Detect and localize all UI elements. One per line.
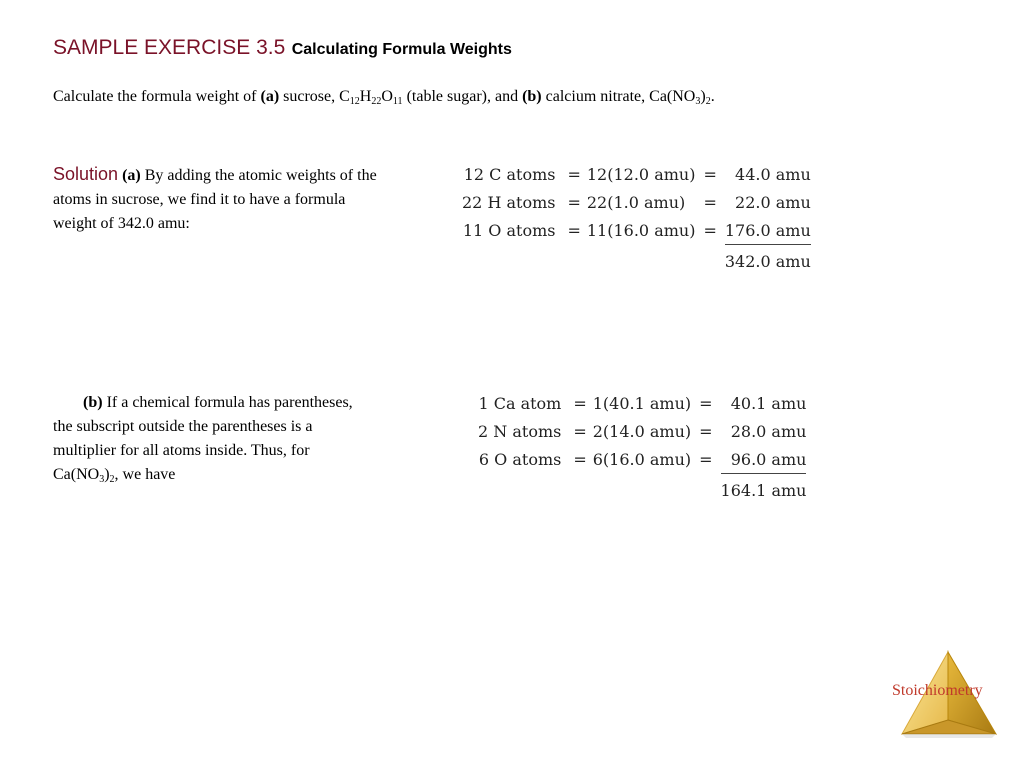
logo-label: Stoichiometry [892,682,983,699]
calcium-nitrate-total: 164.1 amu [720,480,807,500]
calc-row: 6 O atoms = 6(16.0 amu) = 96.0 amu [478,445,806,474]
calc-row: 22 H atoms = 22(1.0 amu) = 22.0 amu [462,192,811,212]
solution-a-paragraph: Solution (a) By adding the atomic weights of the atoms in sucrose, we find it to have a formula weight of 342.0 amu: [53,164,377,232]
calc-row: 12 C atoms = 12(12.0 amu) = 44.0 amu [463,164,811,184]
stoichiometry-logo [886,650,1016,740]
sucrose-calculation [462,160,811,275]
sucrose-total: 342.0 amu [724,251,811,271]
exercise-number: SAMPLE EXERCISE 3.5 [53,36,286,59]
calc-row: 2 N atoms = 2(14.0 amu) = 28.0 amu [478,421,807,441]
calc-total-row [478,474,806,505]
solution-heading: Solution [53,164,119,184]
exercise-topic: Calculating Formula Weights [291,41,512,58]
exercise-title [53,36,512,60]
calc-row: 11 O atoms = 11(16.0 amu) = 176.0 amu [462,216,811,245]
solution-b-paragraph: (b) If a chemical formula has parentheses, the subscript outside the parentheses is a multiplier for all atoms inside. Thus, for $Ca(NO_3)_2$, we have [53,394,353,485]
calc-total-row [462,245,811,276]
calcium-nitrate-calculation [478,389,806,504]
question-text: Calculate the formula weight of (a) sucrose, $C_{12}H_{22}O_{11}$ (table sugar), and (b) calcium nitrate, $Ca(NO_3)_2$. [53,88,715,107]
calc-row: 1 Ca atom = 1(40.1 amu) = 40.1 amu [478,393,807,413]
